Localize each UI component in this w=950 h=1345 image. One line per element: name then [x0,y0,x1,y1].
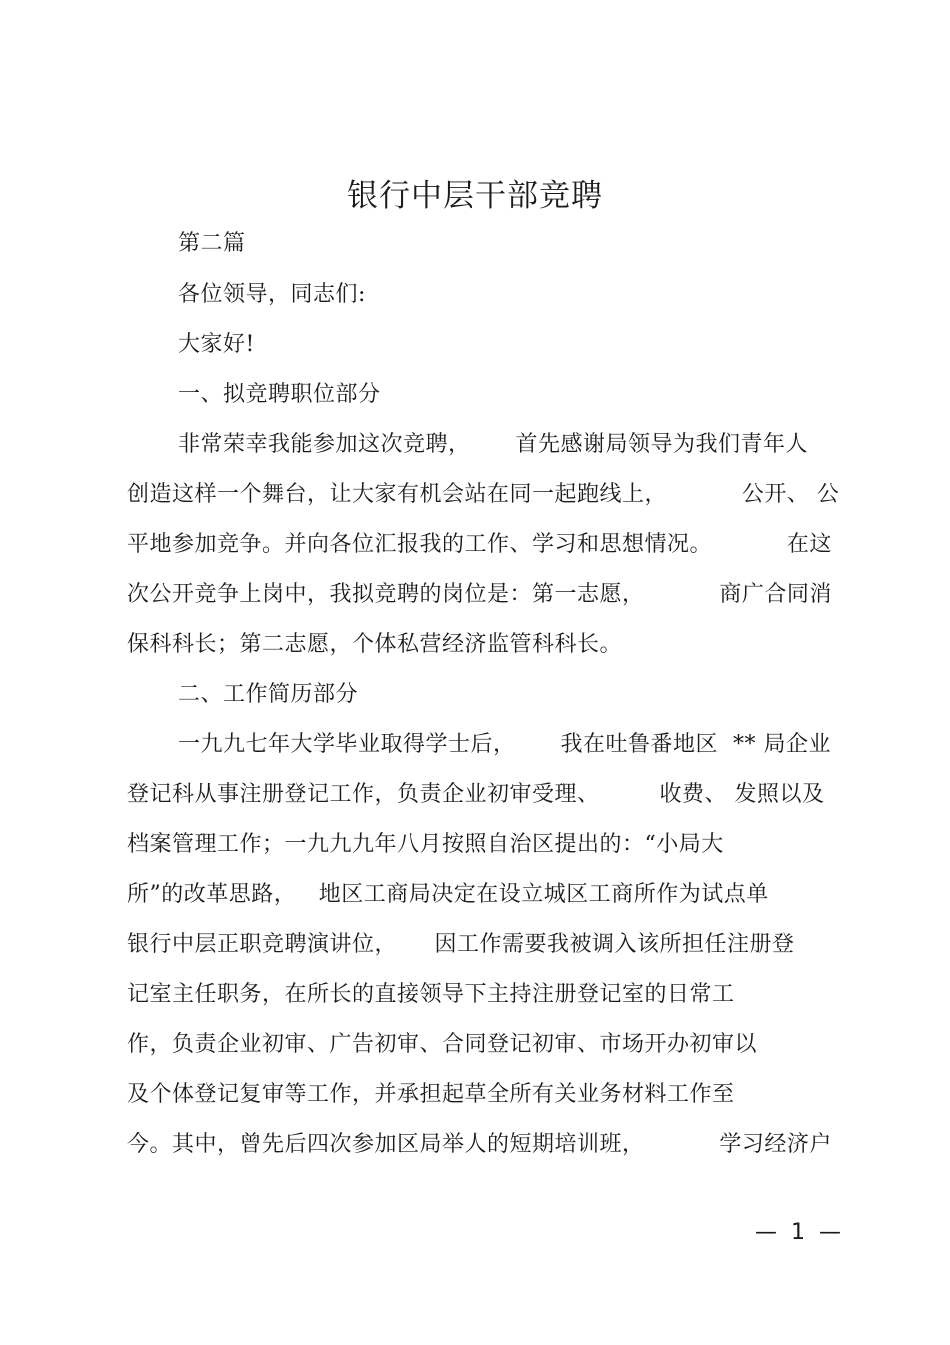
text-line: 一九九七年大学毕业取得学士后， 我在吐鲁番地区 ** 局企业 [178,732,831,757]
page-number: — 1 — [755,1220,841,1245]
text-line: 各位领导，同志们: [178,282,366,307]
text-line: 次公开竞争上岗中，我拟竞聘的岗位是：第一志愿， 商广合同消 [127,582,832,607]
text-line: 作，负责企业初审、广告初审、合同登记初审、市场开办初审以 [127,1032,758,1057]
text-line: 非常荣幸我能参加这次竞聘， 首先感谢局领导为我们青年人 [178,432,808,457]
text-line: 大家好! [178,332,255,357]
text-line: 创造这样一个舞台，让大家有机会站在同一起跑线上， 公开、 公 [127,482,840,507]
text-line: 所”的改革思路， 地区工商局决定在设立城区工商所作为试点单 [127,882,769,907]
text-line: 档案管理工作；一九九九年八月按照自治区提出的：“小局大 [127,832,724,857]
document-title: 银行中层干部竞聘 [347,178,603,214]
text-line: 记室主任职务，在所长的直接领导下主持注册登记室的日常工 [127,982,735,1007]
text-line: 第二篇 [178,231,246,256]
text-line: 及个体登记复审等工作，并承担起草全所有关业务材料工作至 [127,1082,735,1107]
text-line: 保科科长；第二志愿，个体私营经济监管科科长。 [127,632,623,657]
text-line: 今。其中，曾先后四次参加区局举人的短期培训班， 学习经济户 [127,1132,832,1157]
section-heading: 一、拟竞聘职位部分 [178,382,381,407]
section-heading: 二、工作简历部分 [178,682,359,707]
text-line: 登记科从事注册登记工作，负责企业初审受理、 收费、 发照以及 [127,782,825,807]
text-line: 银行中层正职竞聘演讲位， 因工作需要我被调入该所担任注册登 [127,932,795,957]
text-line: 平地参加竞争。并向各位汇报我的工作、学习和思想情况。 在这 [127,532,832,557]
